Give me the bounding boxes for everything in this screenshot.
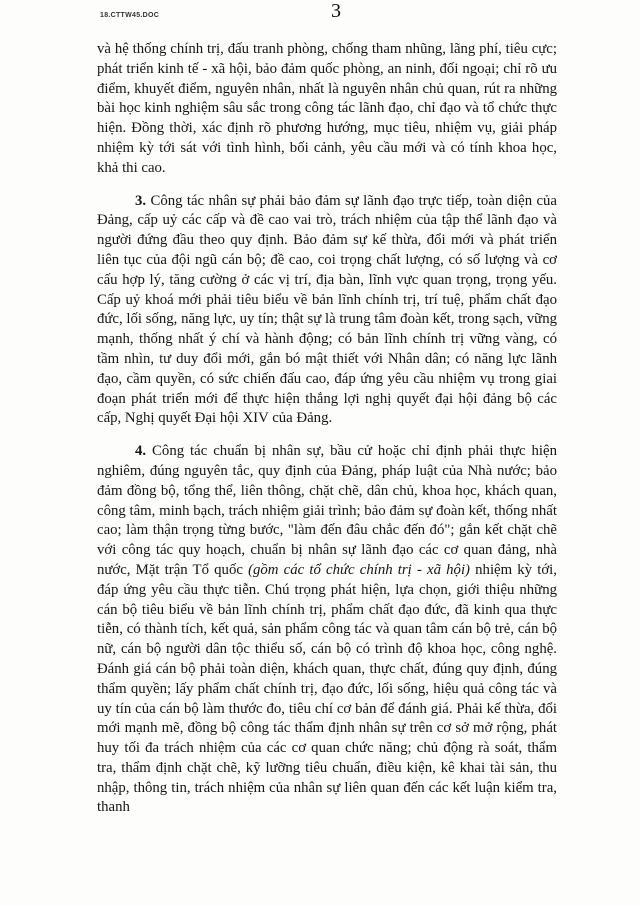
page-number: 3: [331, 0, 341, 22]
page-body: [97, 40, 557, 831]
paragraph-4: [97, 442, 557, 818]
paragraph-number: 3.: [135, 192, 147, 209]
paragraph-number: 4.: [135, 443, 147, 460]
paragraph-text: Công tác chuẩn bị nhân sự, bầu cử hoặc chỉ định phải thực hiện nghiêm, đúng nguyên tắc, quy định của Đảng, pháp luật của Nhà nước; bảo đảm đồng bộ, tổng thể, liên thông, chặt chẽ, dân chủ, khoa học, khách quan, công tâm, minh bạch, trách nhiệm giải trình; bảo đảm sự đoàn kết, thống nhất cao; làm thận trọng từng bước, "làm đến đâu chắc đến đó"; gắn kết chặt chẽ với công tác quy hoạch, chuẩn bị nhân sự lãnh đạo các cơ quan đảng, nhà nước, Mặt trận Tổ quốc: [97, 443, 557, 578]
doc-reference: 18.CTTW45.DOC: [100, 12, 160, 19]
paragraph-3: [97, 192, 557, 430]
paragraph-text: và hệ thống chính trị, đấu tranh phòng, chống tham nhũng, lãng phí, tiêu cực; phát triển kinh tế - xã hội, bảo đảm quốc phòng, an ninh, đối ngoại; chỉ rõ ưu điểm, khuyết điểm, nguyên nhân, nhất là nguyên nhân chủ quan, rút ra những bài học kinh nghiệm sâu sắc trong công tác lãnh đạo, chỉ đạo và tổ chức thực hiện. Đồng thời, xác định rõ phương hướng, mục tiêu, nhiệm vụ, giải pháp nhiệm kỳ tới sát với tình hình, bối cảnh, yêu cầu mới và có tính khoa học, khả thi cao.: [97, 41, 557, 176]
paragraph-text: Công tác nhân sự phải bảo đảm sự lãnh đạo trực tiếp, toàn diện của Đảng, cấp uỷ các cấp và đề cao vai trò, trách nhiệm của tập thể lãnh đạo và người đứng đầu theo quy định. Bảo đảm sự kế thừa, đổi mới và phát triển liên tục của đội ngũ cán bộ; đề cao, coi trọng chất lượng, có số lượng và cơ cấu hợp lý, tăng cường ở các vị trí, địa bàn, lĩnh vực quan trọng, trọng yếu. Cấp uỷ khoá mới phải tiêu biểu về bản lĩnh chính trị, trí tuệ, phẩm chất đạo đức, lối sống, năng lực, uy tín; thật sự là trung tâm đoàn kết, trong sạch, vững mạnh, thống nhất ý chí và hành động; có bản lĩnh chính trị vững vàng, có tầm nhìn, tư duy đổi mới, gắn bó mật thiết với Nhân dân; có năng lực lãnh đạo, cầm quyền, có sức chiến đấu cao, đáp ứng yêu cầu nhiệm vụ trong giai đoạn phát triển mới để thực hiện thắng lợi nghị quyết đại hội đảng bộ các cấp, Nghị quyết Đại hội XIV của Đảng.: [97, 192, 557, 427]
italic-note: (gồm các tổ chức chính trị - xã hội): [248, 561, 470, 578]
paragraph-continuation: [97, 40, 557, 179]
paragraph-text: nhiệm kỳ tới, đáp ứng yêu cầu thực tiễn. Chú trọng phát hiện, lựa chọn, giới thiệu những cán bộ tiêu biểu về bản lĩnh chính trị, phẩm chất đạo đức, đã kinh qua thực tiễn, có thành tích, kết quả, sản phẩm công tác và quan tâm cán bộ trẻ, cán bộ nữ, cán bộ người dân tộc thiểu số, cán bộ có trình độ khoa học, công nghệ. Đánh giá cán bộ phải toàn diện, khách quan, thực chất, đúng quy định, đúng thẩm quyền; lấy phẩm chất chính trị, đạo đức, lối sống, hiệu quả công tác và uy tín của cán bộ làm thước đo, tiêu chí cơ bản để đánh giá. Phải kế thừa, đổi mới mạnh mẽ, đồng bộ công tác thẩm định nhân sự trên cơ sở mở rộng, phát huy tối đa trách nhiệm của các cơ quan chức năng; chủ động rà soát, thẩm tra, thẩm định chặt chẽ, kỹ lưỡng tiêu chuẩn, điều kiện, kê khai tài sản, thu nhập, thông tin, trách nhiệm của nhân sự liên quan đến các kết luận kiểm tra, thanh: [97, 561, 557, 816]
